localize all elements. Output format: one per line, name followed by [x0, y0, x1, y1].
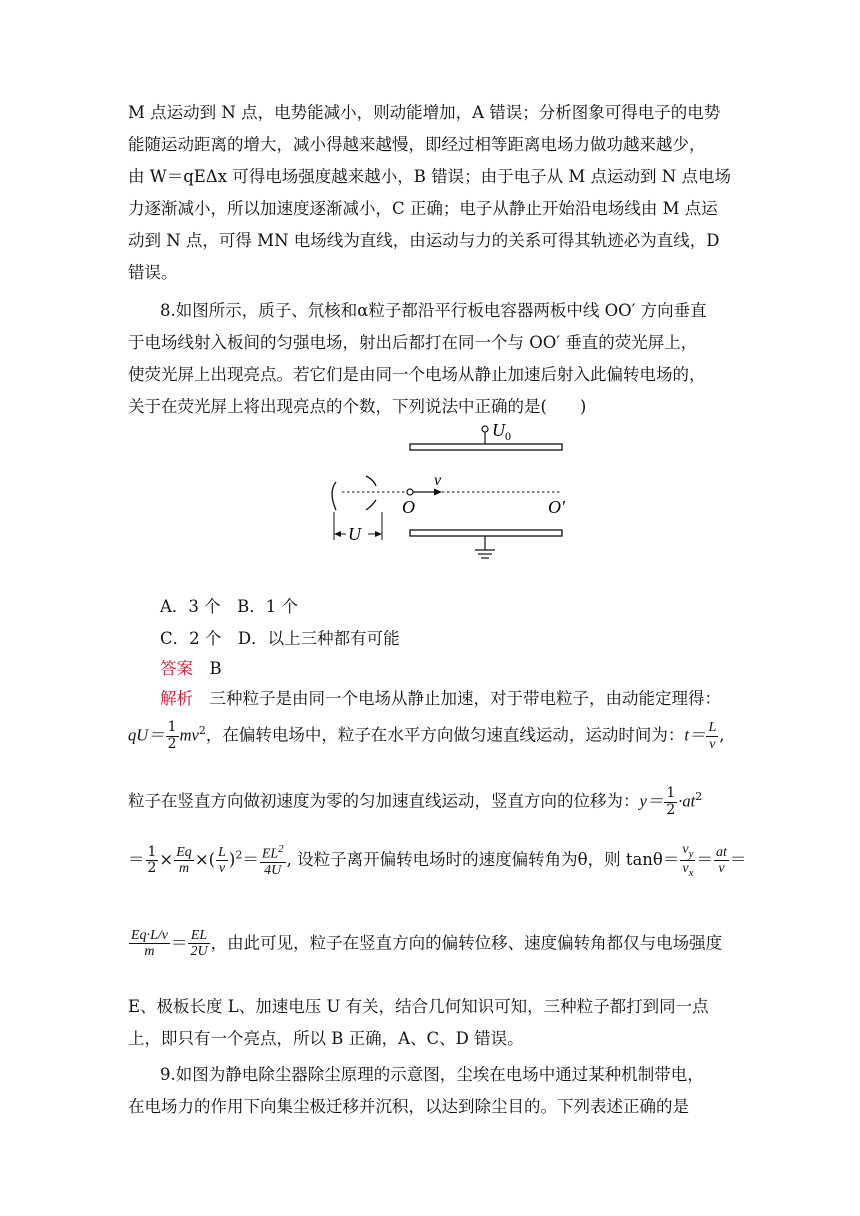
fraction-half: $\frac{1}{2}$: [666, 785, 676, 818]
v-label: v: [434, 472, 442, 489]
question-8-line: 8.如图所示，质子、氘核和α粒子都沿平行板电容器两板中线 OO′ 方向垂直: [160, 301, 707, 320]
fraction-l-over-v: $\frac{L}{v}$: [218, 844, 226, 876]
formula-mv: mv: [179, 725, 199, 745]
analysis-formula-line: ＝ $\frac{1}{2}$ × $\frac{Eq}{m}$ ×( $\frac{L}{v}$ )$^2$＝ $\frac{EL^2}{4U}$ , 设粒子离开偏转电场时的速度偏转角为θ，则 tanθ＝ $\frac{v_y}{v_x}$ ＝ $\frac{at}{v}$ ＝: [128, 842, 747, 879]
text-line: 错误。: [128, 263, 178, 282]
fraction-eq-l-over-mv: $\frac{Eq\cdot L/v}{m}$: [131, 928, 168, 960]
analysis-text: ，在偏转电场中，粒子在水平方向做匀速直线运动，运动时间为：: [205, 725, 685, 745]
question-8-line: 使荧光屏上出现亮点。若它们是由同一个电场从静止加速后射入此偏转电场的，: [128, 365, 706, 384]
u0-label: $U_0$: [492, 420, 511, 443]
analysis-text: 粒子在竖直方向做初速度为零的匀加速直线运动，竖直方向的位移为：: [128, 791, 640, 811]
o-label: O: [402, 497, 415, 517]
top-terminal: [482, 426, 488, 432]
analysis-line: 粒子在竖直方向做初速度为零的匀加速直线运动，竖直方向的位移为：y＝ $\frac{1}{2}$ $\cdot at^2$: [128, 785, 703, 818]
fraction-half: $\frac{1}{2}$: [147, 843, 157, 876]
bottom-plate: [410, 530, 562, 536]
options-cd: C．2 个 D．以上三种都有可能: [160, 629, 400, 648]
question-9-line: 在电场力的作用下向集尘极迁移并沉积，以达到除尘目的。下列表述正确的是: [128, 1097, 689, 1116]
fraction-at-over-v: $\frac{at}{v}$: [715, 844, 727, 876]
text-line: M 点运动到 N 点，电势能减小，则动能增加，A 错误；分析图象可得电子的电势: [128, 103, 721, 122]
formula-y: y＝: [639, 791, 664, 811]
right-electrode-bottom: [366, 500, 376, 510]
question-8-line: 关于在荧光屏上将出现亮点的个数，下列说法中正确的是( ): [128, 397, 587, 416]
fraction-el2-over-4u: $\frac{EL^2}{4U}$: [261, 842, 284, 878]
capacitor-diagram: [310, 412, 580, 572]
text-line: 由 W＝qEΔx 可得电场强度越来越小，B 错误；由于电子从 M 点运动到 N 点电场: [128, 167, 731, 186]
u-label: U: [348, 524, 361, 544]
answer-line: [160, 658, 222, 680]
analysis-line: E、极板长度 L、加速电压 U 有关，结合几何知识可知，三种粒子都打到同一点: [128, 997, 709, 1016]
right-electrode-top: [366, 476, 376, 486]
answer-value: B: [209, 659, 222, 678]
question-8-line: 于电场线射入板间的匀强电场，射出后都打在同一个与 OO′ 垂直的荧光屏上，: [128, 333, 698, 352]
text-line: 动到 N 点，可得 MN 电场线为直线，由运动与力的关系可得其轨迹必为直线，D: [128, 231, 720, 250]
o-prime-label: O′: [548, 497, 565, 517]
u-arrow-left: [334, 531, 341, 537]
analysis-label: 解析: [160, 689, 193, 708]
point-o: [407, 489, 413, 495]
fraction-vy-over-vx: $\frac{v_y}{v_x}$: [682, 842, 694, 879]
fraction-l-over-v: $\frac{L}{v}$: [708, 720, 717, 752]
left-electrode: [332, 482, 336, 510]
top-plate: [410, 444, 562, 450]
formula-at: ·at: [678, 791, 696, 811]
analysis-text: 三种粒子是由同一个电场从静止加速，对于带电粒子，由动能定理得：: [209, 689, 721, 708]
u-arrow-right: [375, 531, 382, 537]
fraction-eq-over-m: $\frac{Eq}{m}$: [176, 844, 192, 876]
formula-t: t＝: [684, 725, 706, 745]
analysis-text: ，由此可见，粒子在竖直方向的偏转位移、速度偏转角都仅与电场强度: [210, 933, 723, 953]
options-ab: A．3 个 B．1 个: [160, 597, 299, 616]
analysis-formula-line: qU＝ $\frac{1}{2}$ $mv^2$，在偏转电场中，粒子在水平方向做匀速直线运动，运动时间为：t＝ $\frac{L}{v}$ ,: [128, 719, 725, 752]
question-9-line: 9.如图为静电除尘器除尘原理的示意图，尘埃在电场中通过某种机制带电，: [160, 1065, 704, 1084]
text-line: 能随运动距离的增大，减小得越来越慢，即经过相等距离电场力做功越来越少，: [128, 135, 706, 154]
answer-label: 答案: [160, 659, 193, 678]
fraction-el-over-2u: $\frac{EL}{2U}$: [190, 928, 208, 960]
text-line: 力逐渐减小，所以加速度逐渐减小，C 正确；电子从静止开始沿电场线由 M 点运: [128, 199, 718, 218]
arrow-head: [434, 489, 442, 496]
analysis-formula-line: $\frac{Eq\cdot L/v}{m}$ ＝ $\frac{EL}{2U}$ ，由此可见，粒子在竖直方向的偏转位移、速度偏转角都仅与电场强度: [131, 928, 723, 960]
analysis-line: 上，即只有一个亮点，所以 B 正确，A、C、D 错误。: [128, 1029, 524, 1048]
analysis-text: 设粒子离开偏转电场时的速度偏转角为θ，则 tanθ＝: [297, 849, 680, 869]
analysis-line: [160, 688, 721, 710]
fraction-half: $\frac{1}{2}$: [167, 719, 177, 752]
formula-qu: qU＝: [128, 725, 165, 745]
